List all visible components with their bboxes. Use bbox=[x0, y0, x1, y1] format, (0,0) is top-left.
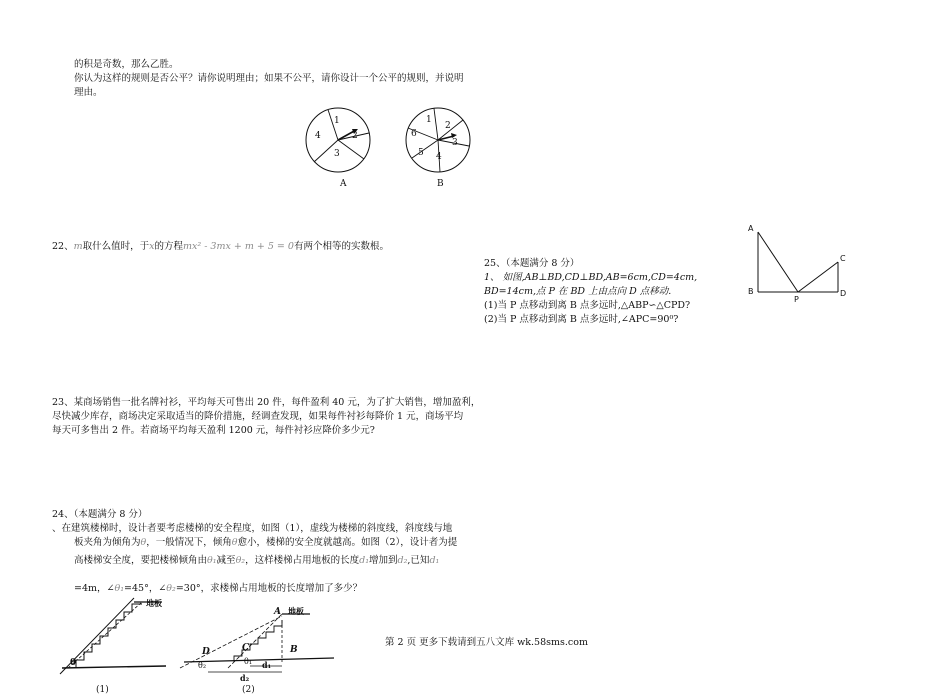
spinner-b bbox=[400, 108, 480, 198]
q25-header: 25、（本题满分 8 分） bbox=[484, 258, 580, 269]
spinner-a-num-1: 1 bbox=[334, 116, 340, 126]
figure-2-d2: d₂ bbox=[240, 673, 250, 683]
spinner-a-num-2: 2 bbox=[352, 131, 358, 141]
page-footer: 第 2 页 更多下载请到五八文库 wk.58sms.com bbox=[385, 637, 588, 648]
spinner-b-caption: B bbox=[437, 179, 444, 189]
figure-25-point-c: C bbox=[840, 254, 846, 263]
spinner-b-num-1: 1 bbox=[426, 115, 432, 125]
q23-line-2: 尽快减少库存，商场决定采取适当的降价措施，经调查发现，如果每件衬衫每降价 1 元，商场平均 bbox=[52, 411, 464, 422]
spinner-a-caption: A bbox=[340, 179, 347, 189]
spinner-b-num-2: 2 bbox=[445, 121, 451, 131]
figure-2-point-d: D bbox=[202, 647, 210, 657]
figure-2-point-c: C bbox=[242, 643, 250, 653]
figure-2-theta-2: θ₂ bbox=[198, 661, 207, 670]
q25-line-4: (2)当 P 点移动到离 B 点多远时,∠APC=90⁰? bbox=[484, 314, 679, 325]
figure-2-theta-1: θ₁ bbox=[244, 657, 253, 666]
spinner-a-num-4: 4 bbox=[315, 131, 321, 141]
figure-25-point-a: A bbox=[748, 224, 754, 233]
q24-line-4: =4m，∠θ₁=45°，∠θ₂=30°，求楼梯占用地板的长度增加了多少？ bbox=[74, 583, 363, 594]
top-line-1: 的积是奇数，那么乙胜。 bbox=[74, 59, 179, 70]
q25-line-3: (1)当 P 点移动到离 B 点多远时,△ABP∽△CPD? bbox=[484, 300, 691, 311]
figure-2-point-a: A bbox=[274, 607, 281, 617]
q24-line-2: 板夹角为倾角为θ，一般情况下，倾角θ愈小，楼梯的安全度就越高。如图（2），设计者为提 bbox=[74, 537, 458, 548]
figure-25-point-b: B bbox=[748, 287, 754, 296]
q25-line-2: BD=14cm,点 P 在 BD 上由点向 D 点移动. bbox=[484, 286, 672, 297]
spinner-b-num-6: 6 bbox=[411, 129, 417, 139]
q22-equation: mx² - 3mx + m + 5 = 0 bbox=[183, 241, 294, 252]
q24-header: 24、（本题满分 8 分） bbox=[52, 509, 148, 520]
spinner-b-num-4: 4 bbox=[436, 152, 442, 162]
figure-2-floor-label: 地板 bbox=[288, 607, 304, 616]
figure-1-caption: (1) bbox=[96, 685, 109, 694]
figure-1-theta-label: θ bbox=[70, 658, 77, 668]
spinner-a bbox=[300, 108, 380, 198]
figure-25-triangles bbox=[744, 222, 854, 306]
top-line-3: 理由。 bbox=[74, 87, 103, 98]
q24-line-3: 高楼梯安全度，要把楼梯倾角由θ₁减至θ₂，这样楼梯占用地板的长度d₁增加到d₂,已知d₁ bbox=[74, 555, 440, 566]
q25-line-1: 1、 如图,AB⊥BD,CD⊥BD,AB=6cm,CD=4cm, bbox=[484, 272, 698, 283]
q23-line-1: 23、某商场销售一批名牌衬衫，平均每天可售出 20 件，每件盈利 40 元，为了扩大销售，增加盈利， bbox=[52, 397, 481, 408]
figure-1-floor-label: 地板 bbox=[146, 599, 162, 608]
q24-line-1: 、在建筑楼梯时，设计者要考虑楼梯的安全程度，如图（1），虚线为楼梯的斜度线，斜度线与地 bbox=[52, 523, 453, 534]
figure-25-point-d: D bbox=[840, 289, 847, 298]
figure-1-staircase bbox=[58, 596, 170, 694]
spinner-a-num-3: 3 bbox=[334, 149, 340, 159]
figure-2-caption: (2) bbox=[242, 685, 255, 694]
figure-2-d1: d₁ bbox=[262, 660, 272, 670]
figure-2-point-b: B bbox=[290, 645, 298, 655]
figure-2-staircase bbox=[178, 606, 338, 694]
spinner-b-num-3: 3 bbox=[452, 138, 458, 148]
q23-line-3: 每天可多售出 2 件。若商场平均每天盈利 1200 元，每件衬衫应降价多少元? bbox=[52, 425, 375, 436]
top-line-2: 你认为这样的规则是否公平？请你说明理由；如果不公平，请你设计一个公平的规则，并说明 bbox=[74, 73, 464, 84]
q22-text: 22、m取什么值时，于x的方程mx² - 3mx + m + 5 = 0有两个相等的实数根。 bbox=[52, 241, 389, 252]
spinner-b-num-5: 5 bbox=[418, 148, 424, 158]
figure-25-point-p: P bbox=[794, 295, 799, 304]
